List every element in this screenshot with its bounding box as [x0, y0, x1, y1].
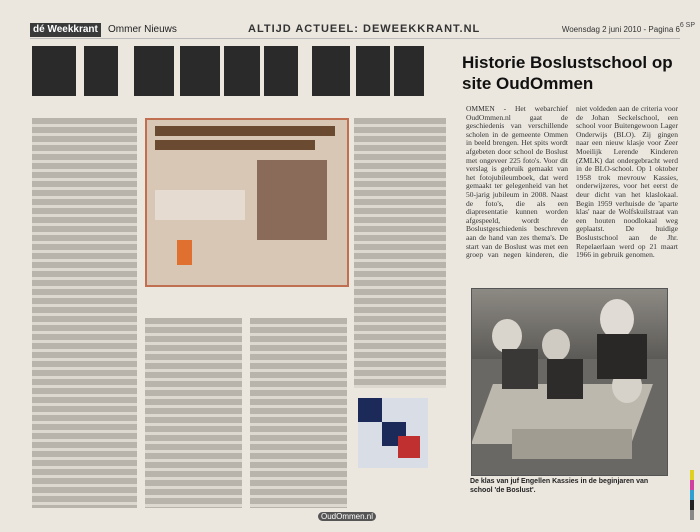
sidebar-title: Historie Boslustschool op site OudOmmen — [462, 53, 673, 93]
blurred-inset-box — [145, 118, 349, 287]
sidebar-body: OMMEN - Het webarchief OudOmmen.nl gaat de geschiedenis van verschillende scholen in de gemeente Ommen in beeld brengen. Het spits wordt afgebeten door school de Boslust met ongeveer 225 foto's. Voor dit verslag is gebruik gemaakt van het fotojubileumboek, dat werd gemaakt ter gelegenheid van het 50-jarig jubileum in 2008. Naast de foto's, die als een diapresentatie kunnen worden afgespeeld, wordt de Boslustgeschiedenis beschreven aan de hand van zes thema's. De start van de Boslust was met een groep van negen kinderen, die niet voldeden aan de criteria voor de Johan Seckelschool, een school voor Buitengewoon Lager Onderwijs (BLO). Zij gingen naar een nieuw klasje voor Zeer Moeilijk Lerende Kinderen (ZMLK) dat ondergebracht werd in de BLO-school. Op 1 oktober 1958 trok mevrouw Kassies, onderwijzeres, voor het eerst de deur dicht van het klaslokaal. Begin 1959 verhuisde de 'aparte klas' naar de Wolfskuilstraat van een houten noodlokaal weg geplaatst. De huidige Boslustschool aan de Jhr. Repelaerlaan werd op 21 maart 1966 in gebruik genomen. — [466, 105, 678, 260]
watermark-logo: OudOmmen.nl — [318, 512, 376, 521]
blurred-column-3 — [250, 318, 347, 508]
main-headline-pixelated — [32, 46, 424, 96]
blurred-column-1 — [32, 118, 137, 508]
page-marker: 6 SP — [679, 22, 695, 29]
masthead — [30, 22, 680, 39]
photo-caption: De klas van juf Engellen Kassies in de beginjaren van school 'de Boslust'. — [470, 478, 649, 494]
blurred-column-2 — [145, 318, 242, 508]
blurred-logo — [358, 398, 428, 468]
edition-name: Ommer Nieuws — [108, 24, 177, 35]
classroom-photo — [471, 288, 668, 476]
brand-logo: dé Weekkrant — [30, 23, 101, 37]
blurred-column-4 — [354, 118, 446, 388]
tagline: ALTIJD ACTUEEL: DEWEEKKRANT.NL — [248, 23, 481, 35]
print-color-bar — [690, 470, 694, 520]
date-page: Woensdag 2 juni 2010 - Pagina 6 — [561, 25, 680, 34]
